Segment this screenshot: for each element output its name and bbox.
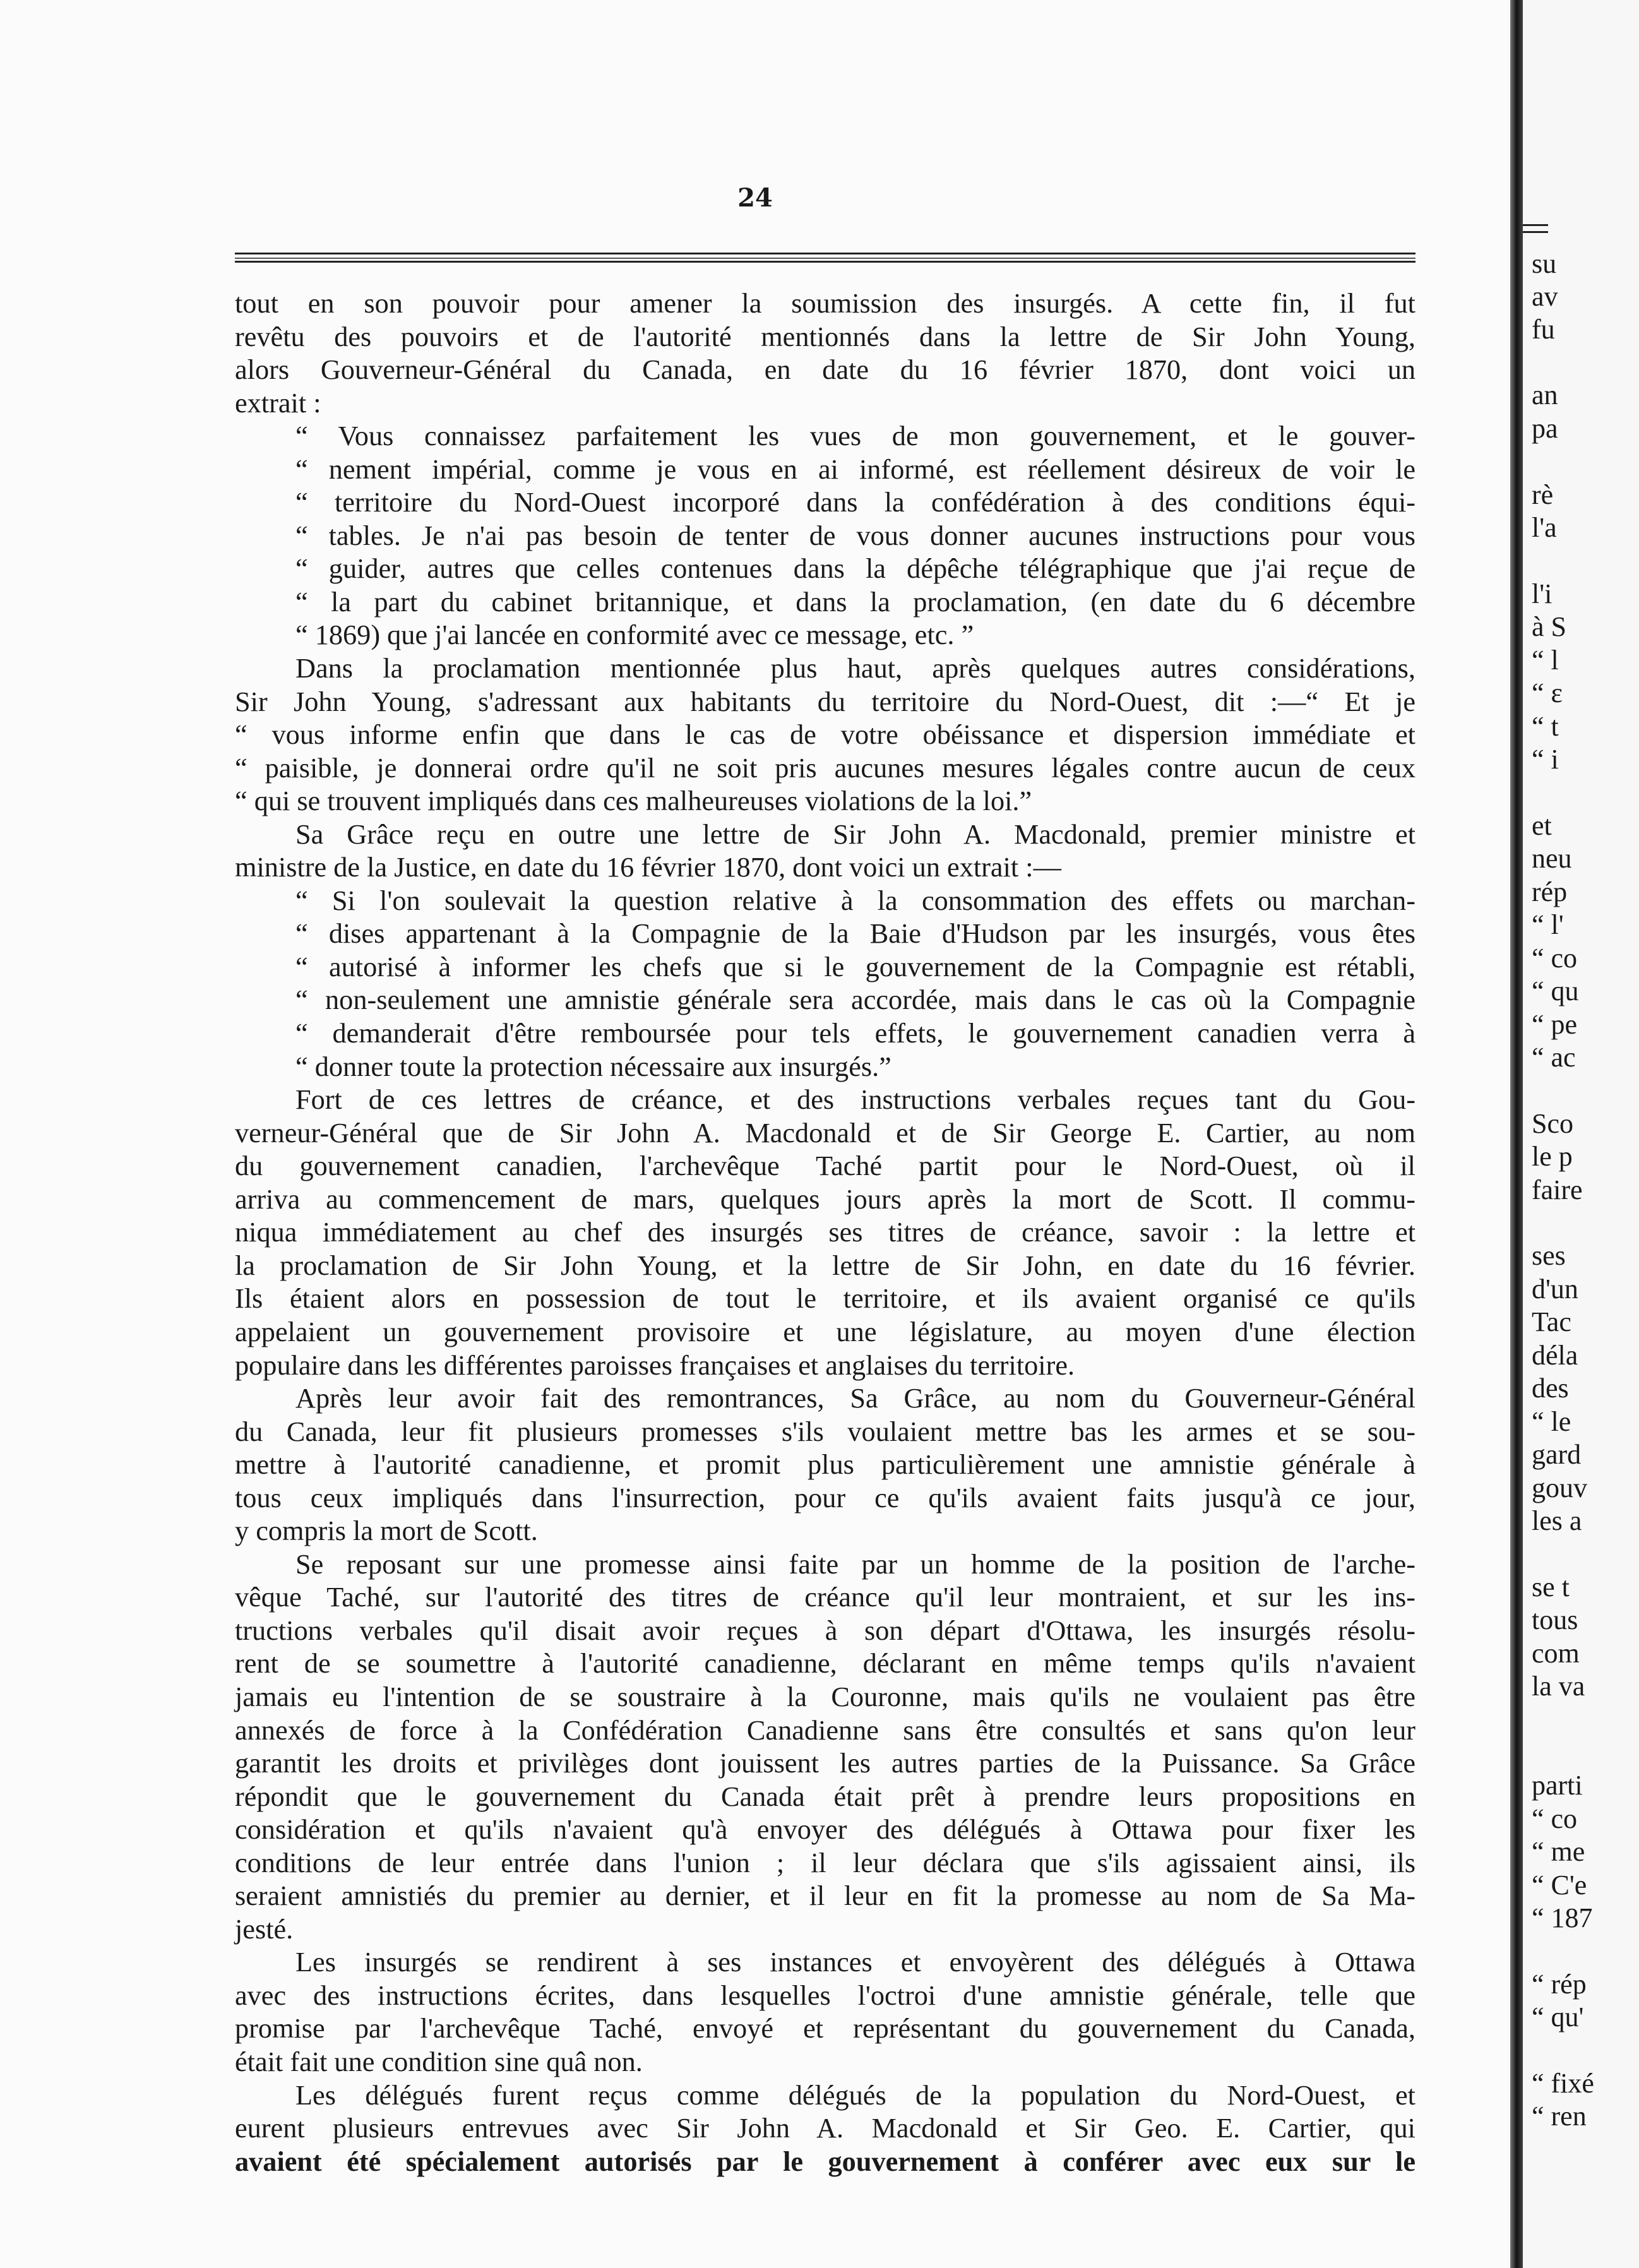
- text-line: “ 1869) que j'ai lancée en conformité avec ce message, etc. ”: [295, 619, 974, 651]
- text-line: vêque Taché, sur l'autorité des titres de créance qu'il leur montraient, et sur les ins-: [235, 1582, 1416, 1613]
- facing-page-fragment: la va: [1532, 1671, 1585, 1702]
- facing-page-fragment: “ l: [1532, 645, 1559, 676]
- text-line: Fort de ces lettres de créance, et des instructions verbales reçues tant du Gou-: [295, 1084, 1416, 1116]
- facing-page-fragment: su: [1532, 248, 1557, 279]
- text-line: conditions de leur entrée dans l'union ; il leur déclara que s'ils agissaient ainsi, ils: [235, 1847, 1416, 1878]
- facing-page-fragment: “ ren: [1532, 2101, 1587, 2132]
- facing-page-fragment: “ fixé: [1532, 2068, 1594, 2099]
- text-line: “ donner toute la protection nécessaire aux insurgés.”: [295, 1051, 891, 1082]
- text-line: ministre de la Justice, en date du 16 février 1870, dont voici un extrait :—: [235, 852, 1061, 883]
- text-line: Dans la proclamation mentionnée plus haut, après quelques autres considérations,: [295, 653, 1416, 684]
- facing-page-fragment: neu: [1532, 843, 1572, 874]
- facing-page-fragment: “ l': [1532, 909, 1564, 940]
- text-line: avec des instructions écrites, dans lesquelles l'octroi d'une amnistie générale, telle que: [235, 1979, 1416, 2011]
- facing-page-fragment: d'un: [1532, 1274, 1578, 1304]
- text-line: tructions verbales qu'il disait avoir reçues à son départ d'Ottawa, les insurgés résolu-: [235, 1614, 1416, 1646]
- text-line: promise par l'archevêque Taché, envoyé et représentant du gouvernement du Canada,: [235, 2013, 1416, 2044]
- text-line: Les délégués furent reçus comme délégués de la population du Nord-Ouest, et: [295, 2079, 1416, 2111]
- text-line: annexés de force à la Confédération Canadienne sans être consultés et sans qu'on leur: [235, 1714, 1416, 1746]
- text-line: “ Si l'on soulevait la question relative à la consommation des effets ou marchan-: [295, 885, 1416, 916]
- facing-page-fragment: “ rép: [1532, 1969, 1587, 2000]
- facing-page-fragment: an: [1532, 379, 1558, 410]
- facing-page-fragment: “ 187: [1532, 1902, 1593, 1933]
- facing-page-fragment: des: [1532, 1373, 1569, 1404]
- facing-page-edge: [1523, 0, 1639, 2268]
- text-line: “ demanderait d'être remboursée pour tels effets, le gouvernement canadien verra à: [295, 1018, 1416, 1049]
- text-line: “ Vous connaissez parfaitement les vues de mon gouvernement, et le gouver-: [295, 421, 1416, 452]
- text-line: niqua immédiatement au chef des insurgés ses titres de créance, savoir : la lettre et: [235, 1217, 1416, 1248]
- facing-page-fragment: tous: [1532, 1604, 1578, 1635]
- header-rule: [235, 253, 1416, 263]
- facing-page-fragment: “ qu': [1532, 2002, 1584, 2032]
- text-line: seraient amnistiés du premier au dernier, et il leur en fit la promesse au nom de Sa Ma-: [235, 1880, 1416, 1912]
- text-line: “ non-seulement une amnistie générale sera accordée, mais dans le cas où la Compagnie: [295, 984, 1416, 1016]
- text-line: avaient été spécialement autorisés par le gouvernement à conférer avec eux sur le: [235, 2146, 1416, 2177]
- text-line: y compris la mort de Scott.: [235, 1515, 538, 1547]
- text-line: “ vous informe enfin que dans le cas de votre obéissance et dispersion immédiate et: [235, 719, 1416, 751]
- facing-page-fragment: “ ε: [1532, 677, 1563, 708]
- facing-page-fragment: gard: [1532, 1439, 1582, 1470]
- text-line: “ tables. Je n'ai pas besoin de tenter de vous donner aucunes instructions pour vous: [295, 520, 1416, 551]
- facing-page-fragment: l'a: [1532, 512, 1557, 543]
- facing-page-fragment: l'i: [1532, 578, 1553, 609]
- facing-page-fragment: “ i: [1532, 744, 1559, 775]
- facing-page-fragment: “ pe: [1532, 1009, 1578, 1040]
- text-line: répondit que le gouvernement du Canada était prêt à prendre leurs propositions en: [235, 1781, 1416, 1812]
- text-line: jesté.: [235, 1913, 294, 1945]
- text-line: Après leur avoir fait des remontrances, Sa Grâce, au nom du Gouverneur-Général: [295, 1383, 1416, 1414]
- facing-page-fragment: pa: [1532, 413, 1558, 444]
- text-line: “ dises appartenant à la Compagnie de la Baie d'Hudson par les insurgés, vous êtes: [295, 918, 1416, 950]
- facing-page-fragment: rép: [1532, 876, 1568, 907]
- facing-page-fragment: parti: [1532, 1770, 1583, 1801]
- text-line: “ qui se trouvent impliqués dans ces malheureuses violations de la loi.”: [235, 785, 1032, 817]
- facing-page-fragment: Tac: [1532, 1306, 1571, 1337]
- facing-page-fragment: “ C'e: [1532, 1870, 1587, 1901]
- book-gutter: [1510, 0, 1523, 2268]
- facing-page-fragment: com: [1532, 1638, 1580, 1669]
- facing-page-fragment: faire: [1532, 1174, 1583, 1205]
- text-line: garantit les droits et privilèges dont jouissent les autres parties de la Puissance. Sa Grâce: [235, 1748, 1416, 1779]
- facing-page-fragment: se t: [1532, 1572, 1570, 1603]
- text-line: tous ceux impliqués dans l'insurrection, pour ce qu'ils avaient faits jusqu'à ce jour,: [235, 1482, 1416, 1513]
- facing-page-fragment: “ t: [1532, 711, 1559, 742]
- facing-page-fragment: déla: [1532, 1340, 1578, 1371]
- text-line: verneur-Général que de Sir John A. Macdonald et de Sir George E. Cartier, au nom: [235, 1117, 1416, 1149]
- text-line: Se reposant sur une promesse ainsi faite par un homme de la position de l'arche-: [295, 1548, 1416, 1580]
- text-line: Ils étaient alors en possession de tout le territoire, et ils avaient organisé ce qu'ils: [235, 1283, 1416, 1315]
- text-line: “ guider, autres que celles contenues dans la dépêche télégraphique que j'ai reçue de: [295, 553, 1416, 585]
- facing-page-fragment: “ qu: [1532, 976, 1579, 1006]
- text-line: populaire dans les différentes paroisses françaises et anglaises du territoire.: [235, 1349, 1075, 1381]
- text-line: mettre à l'autorité canadienne, et promit plus particulièrement une amnistie générale à: [235, 1449, 1416, 1481]
- facing-page-fragment: “ ac: [1532, 1042, 1576, 1073]
- text-line: “ autorisé à informer les chefs que si le gouvernement de la Compagnie est rétabli,: [295, 951, 1416, 982]
- facing-page-fragment: Sco: [1532, 1108, 1573, 1139]
- text-line: revêtu des pouvoirs et de l'autorité mentionnés dans la lettre de Sir John Young,: [235, 321, 1416, 352]
- facing-page-fragment: et: [1532, 810, 1552, 841]
- text-line: “ territoire du Nord-Ouest incorporé dans la confédération à des conditions équi-: [295, 487, 1416, 518]
- text-line: extrait :: [235, 387, 321, 419]
- facing-page-fragment: av: [1532, 281, 1558, 312]
- facing-page-fragment: “ me: [1532, 1836, 1585, 1867]
- text-line: du Canada, leur fit plusieurs promesses s'ils voulaient mettre bas les armes et se sou-: [235, 1416, 1416, 1447]
- text-line: alors Gouverneur-Général du Canada, en date du 16 février 1870, dont voici un: [235, 354, 1416, 386]
- page-number: 24: [737, 183, 773, 213]
- facing-page-fragment: gouv: [1532, 1472, 1587, 1503]
- facing-page-fragment: “ le: [1532, 1406, 1571, 1437]
- text-line: du gouvernement canadien, l'archevêque Taché partit pour le Nord-Ouest, où il: [235, 1150, 1416, 1182]
- facing-page-fragment: ses: [1532, 1240, 1566, 1271]
- text-line: tout en son pouvoir pour amener la soumission des insurgés. A cette fin, il fut: [235, 288, 1416, 319]
- facing-page-fragment: “ co: [1532, 1803, 1578, 1834]
- text-line: Sa Grâce reçu en outre une lettre de Sir John A. Macdonald, premier ministre et: [295, 818, 1416, 850]
- text-line: considération et qu'ils n'avaient qu'à envoyer des délégués à Ottawa pour fixer les: [235, 1814, 1416, 1846]
- text-line: eurent plusieurs entrevues avec Sir John A. Macdonald et Sir Geo. E. Cartier, qui: [235, 2113, 1416, 2144]
- facing-header-rule: [1523, 224, 1548, 233]
- text-line: jamais eu l'intention de se soustraire à la Couronne, mais qu'ils ne voulaient pas être: [235, 1681, 1416, 1712]
- body-text: [235, 287, 1416, 2178]
- text-line: “ nement impérial, comme je vous en ai informé, est réellement désireux de voir le: [295, 453, 1416, 485]
- text-line: arriva au commencement de mars, quelques jours après la mort de Scott. Il commu-: [235, 1183, 1416, 1215]
- facing-page-fragment: rè: [1532, 479, 1554, 510]
- text-line: “ paisible, je donnerai ordre qu'il ne soit pris aucunes mesures légales contre aucun de ceux: [235, 752, 1416, 784]
- text-line: appelaient un gouvernement provisoire et une législature, au moyen d'une élection: [235, 1316, 1416, 1347]
- facing-page-fragment: les a: [1532, 1505, 1582, 1536]
- facing-page-fragment: “ co: [1532, 943, 1578, 974]
- text-line: “ la part du cabinet britannique, et dans la proclamation, (en date du 6 décembre: [295, 586, 1416, 618]
- text-line: la proclamation de Sir John Young, et la lettre de Sir John, en date du 16 février.: [235, 1250, 1416, 1281]
- text-line: Sir John Young, s'adressant aux habitants du territoire du Nord-Ouest, dit :—“ Et je: [235, 686, 1416, 717]
- facing-page-fragment: le p: [1532, 1141, 1573, 1172]
- text-line: rent de se soumettre à l'autorité canadienne, déclarant en même temps qu'ils n'avaient: [235, 1648, 1416, 1680]
- text-line: était fait une condition sine quâ non.: [235, 2046, 643, 2077]
- text-line: Les insurgés se rendirent à ses instances et envoyèrent des délégués à Ottawa: [295, 1947, 1416, 1978]
- facing-page-fragment: fu: [1532, 314, 1555, 345]
- facing-page-fragment: à S: [1532, 611, 1566, 642]
